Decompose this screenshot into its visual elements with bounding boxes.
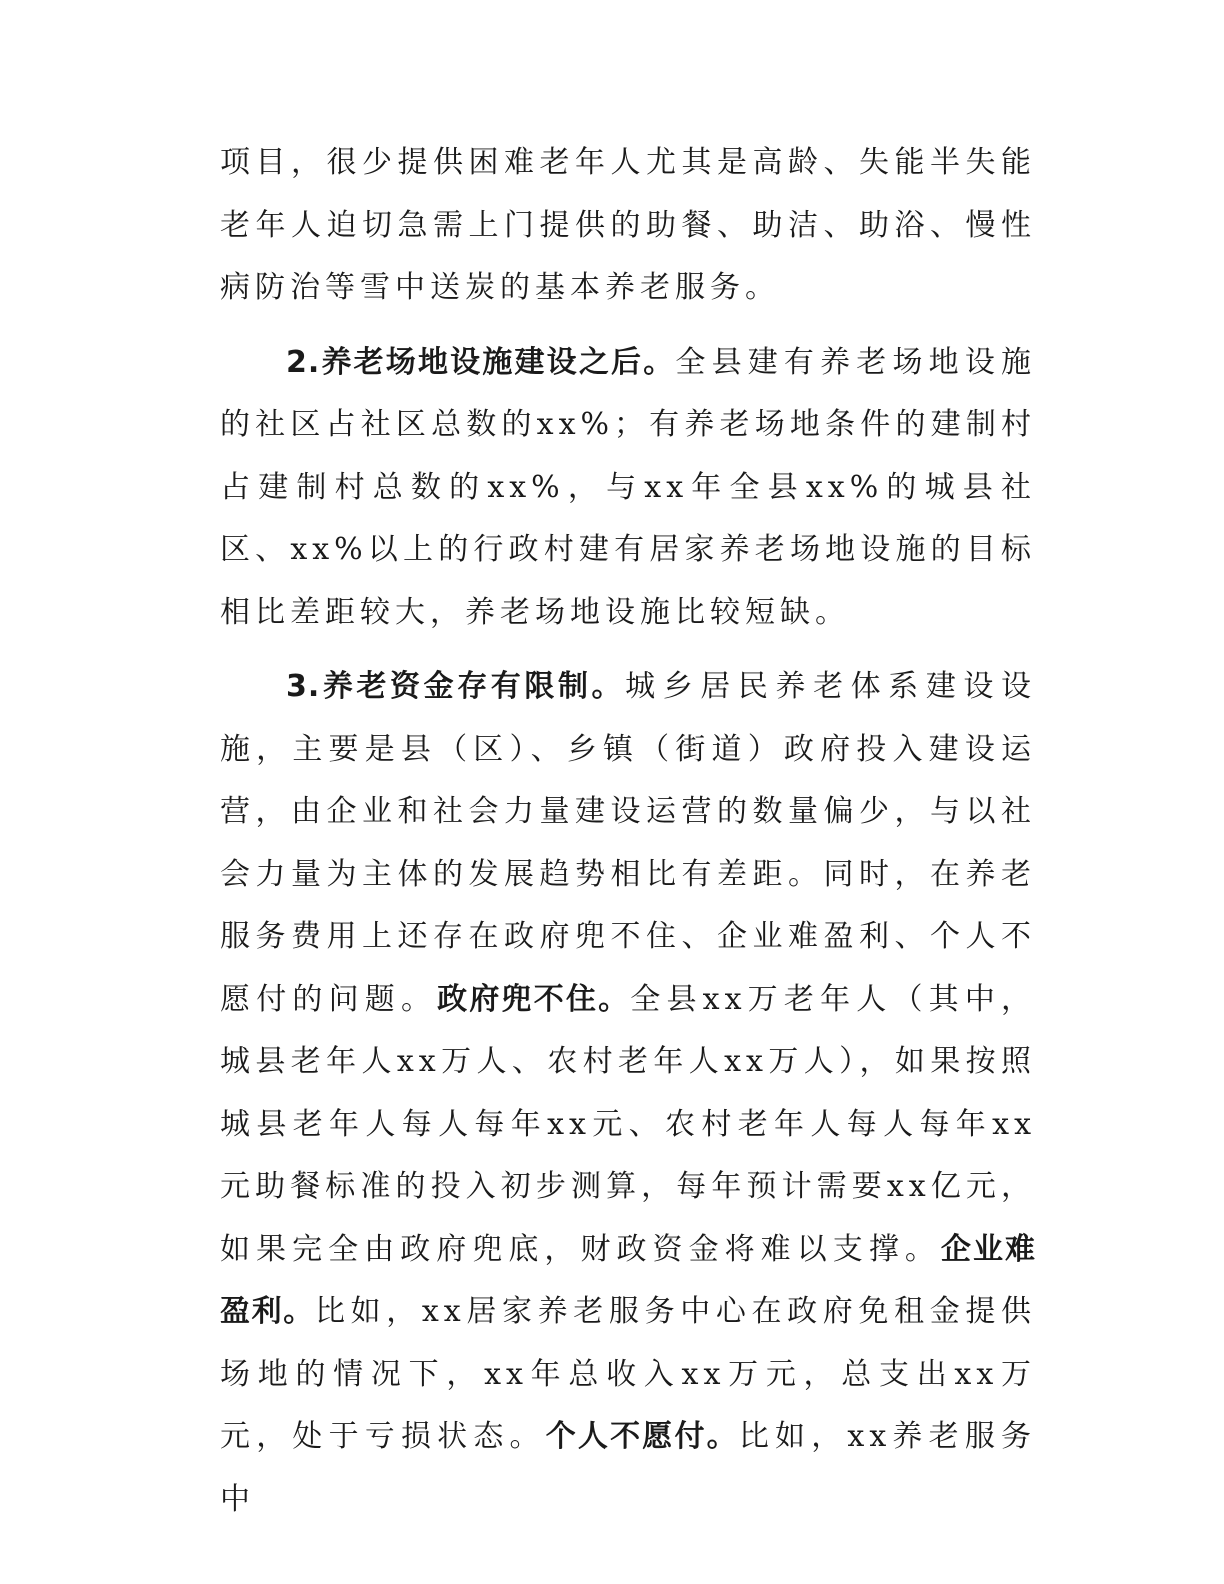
paragraph-3 xyxy=(220,656,1036,1531)
paragraph-3-text-2: 全县xx万老年人（其中，城县老年人xx万人、农村老年人xx万人），如果按照城县老年人每人每年xx元、农村老年人每人每年xx元助餐标准的投入初步测算，每年预计需要xx亿元，如果完全由政府兜底，财政资金将难以支撑。 xyxy=(220,981,1037,1267)
paragraph-3-bold-2: 企业难盈利。 xyxy=(220,1231,1037,1329)
paragraph-1 xyxy=(220,132,1036,320)
paragraph-2-text: 全县建有养老场地设施的社区占社区总数的xx%；有养老场地条件的建制村占建制村总数的xx%，与xx年全县xx%的城县社区、xx%以上的行政村建有居家养老场地设施的目标相比差距较大，养老场地设施比较短缺。 xyxy=(220,344,1036,630)
paragraph-2 xyxy=(220,332,1036,645)
paragraph-2-heading: 2.养老场地设施建设之后。 xyxy=(286,344,676,380)
paragraph-3-text-3: 比如，xx居家养老服务中心在政府免租金提供场地的情况下，xx年总收入xx万元，总支出xx万元，处于亏损状态。 xyxy=(220,1294,1037,1454)
paragraph-3-text-4: 比如，xx养老服务中 xyxy=(220,1419,1037,1517)
paragraph-3-text-1: 城乡居民养老体系建设设施，主要是县（区）、乡镇（街道）政府投入建设运营，由企业和社会力量建设运营的数量偏少，与以社会力量为主体的发展趋势相比有差距。同时，在养老服务费用上还存在政府兜不住、企业难盈利、个人不愿付的问题。 xyxy=(220,669,1036,1017)
paragraph-3-bold-1: 政府兜不住。 xyxy=(437,981,631,1017)
document-page xyxy=(220,132,1036,1531)
paragraph-1-text: 项目，很少提供困难老年人尤其是高龄、失能半失能老年人迫切急需上门提供的助餐、助洁、助浴、慢性病防治等雪中送炭的基本养老服务。 xyxy=(220,145,1036,305)
paragraph-3-heading: 3.养老资金存有限制。 xyxy=(286,669,626,704)
paragraph-3-bold-3: 个人不愿付。 xyxy=(545,1419,739,1454)
